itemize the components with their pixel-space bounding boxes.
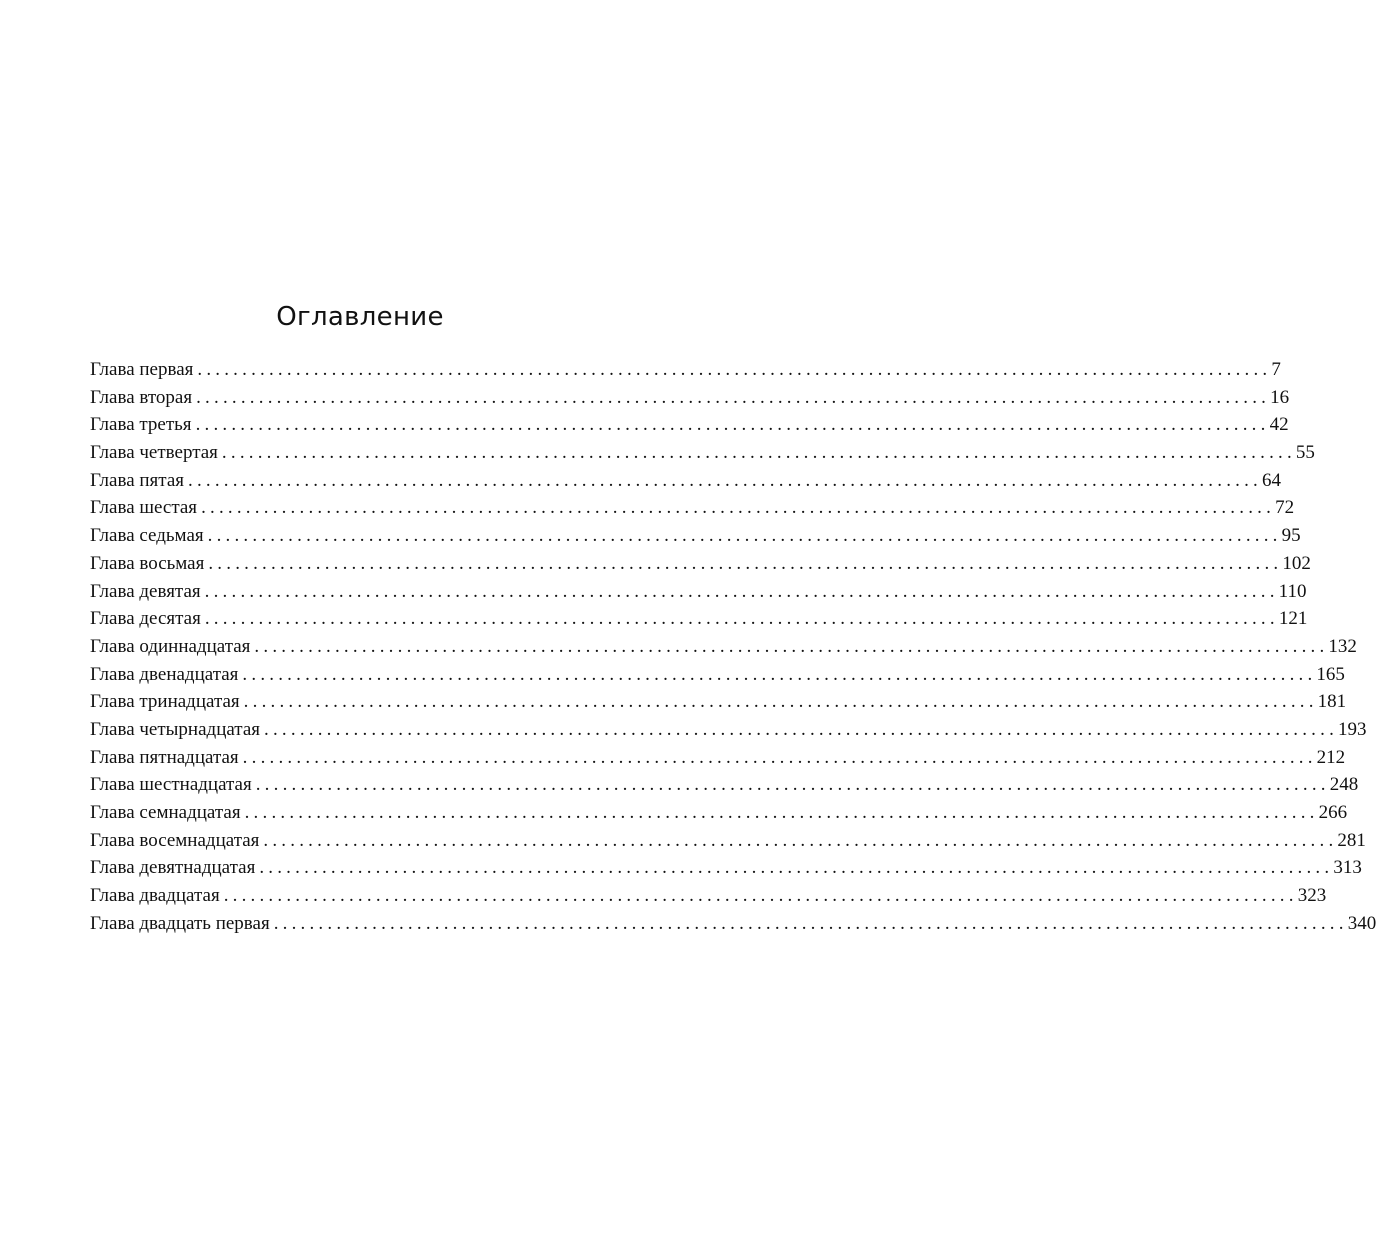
toc-entry-label: Глава двадцать первая (90, 912, 270, 934)
toc-entry-page: 16 (1270, 386, 1290, 408)
toc-entry-page: 55 (1295, 442, 1315, 464)
toc-entry-label: Глава девятая (90, 580, 201, 602)
toc-entry-label: Глава восьмая (90, 552, 205, 574)
toc-entry-page: 165 (1316, 663, 1345, 685)
toc-entry[interactable] (90, 854, 1362, 882)
dot-leader: ........................................................................................................................ (204, 608, 1279, 630)
dot-leader: ........................................................................................................................ (197, 359, 1272, 380)
dot-leader: ........................................................................................................................ (243, 691, 1318, 713)
toc-entry-page: 64 (1262, 469, 1281, 491)
toc-entry-label: Глава одиннадцатая (90, 635, 251, 657)
dot-leader: ........................................................................................................................ (242, 663, 1317, 685)
toc-entry-label: Глава первая (90, 359, 194, 380)
toc-entry[interactable] (90, 688, 1347, 716)
toc-entry[interactable] (90, 467, 1281, 495)
toc-entry[interactable] (90, 661, 1345, 689)
dot-leader: ........................................................................................................................ (273, 912, 1348, 934)
toc-entry[interactable] (90, 550, 1311, 578)
toc-entry-page: 266 (1318, 802, 1348, 823)
toc-entry-page: 110 (1278, 580, 1307, 602)
toc-entry-page: 212 (1316, 746, 1346, 768)
toc-entry-label: Глава пятая (90, 469, 184, 491)
dot-leader: ........................................................................................................................ (223, 885, 1298, 907)
toc-entry[interactable] (90, 827, 1366, 855)
dot-leader: ........................................................................................................................ (254, 635, 1329, 657)
toc-entry-label: Глава шестнадцатая (90, 774, 252, 796)
toc-entry[interactable] (90, 882, 1327, 910)
toc-entry-label: Глава седьмая (90, 525, 204, 547)
page-title: Оглавление (276, 302, 444, 332)
dot-leader: ........................................................................................................................ (204, 580, 1279, 602)
toc-entry-page: 72 (1275, 497, 1295, 519)
toc-entry-label: Глава девятнадцатая (90, 857, 256, 879)
toc-entry-page: 7 (1271, 359, 1281, 380)
dot-leader: ........................................................................................................................ (264, 718, 1339, 740)
toc-entry-page: 95 (1281, 525, 1301, 547)
toc-entry[interactable] (90, 411, 1289, 439)
toc-entry-label: Глава четырнадцатая (90, 718, 261, 740)
toc-entry[interactable] (90, 633, 1357, 661)
toc-entry-page: 340 (1347, 912, 1376, 934)
toc-entry-page: 281 (1337, 829, 1366, 851)
toc-entry[interactable] (90, 356, 1281, 384)
toc-entry[interactable] (90, 771, 1359, 799)
toc-entry-label: Глава шестая (90, 497, 198, 519)
dot-leader: ........................................................................................................................ (255, 774, 1330, 796)
dot-leader: ........................................................................................................................ (188, 469, 1262, 491)
dot-leader: ........................................................................................................................ (196, 386, 1271, 408)
toc-entry-label: Глава двадцатая (90, 885, 220, 907)
toc-entry-page: 323 (1297, 885, 1327, 907)
dot-leader: ........................................................................................................................ (207, 525, 1282, 547)
toc-entry-page: 193 (1338, 718, 1367, 740)
toc-entry[interactable] (90, 522, 1301, 550)
dot-leader: ........................................................................................................................ (221, 442, 1296, 464)
toc-entry-label: Глава пятнадцатая (90, 746, 239, 768)
toc-entry-page: 121 (1278, 608, 1308, 630)
dot-leader: ........................................................................................................................ (201, 497, 1276, 519)
dot-leader: ........................................................................................................................ (244, 802, 1319, 823)
dot-leader: ........................................................................................................................ (208, 552, 1283, 574)
toc-entry-label: Глава двенадцатая (90, 663, 239, 685)
toc-entry[interactable] (90, 439, 1315, 467)
toc-entry[interactable] (90, 744, 1346, 772)
toc-entry-page: 132 (1328, 635, 1357, 657)
toc-entry-label: Глава семнадцатая (90, 802, 241, 823)
dot-leader: ........................................................................................................................ (242, 746, 1317, 768)
dot-leader: ........................................................................................................................ (195, 414, 1270, 436)
toc-entry-page: 181 (1317, 691, 1347, 713)
toc-entry-label: Глава восемнадцатая (90, 829, 260, 851)
toc-entry-label: Глава тринадцатая (90, 691, 240, 713)
toc-entry-page: 248 (1329, 774, 1359, 796)
toc-entry-page: 42 (1269, 414, 1289, 436)
toc-entry[interactable] (90, 799, 1348, 827)
toc-entry-label: Глава четвертая (90, 442, 218, 464)
toc-entry[interactable] (90, 494, 1295, 522)
toc-entry[interactable] (90, 578, 1307, 606)
toc-entry-page: 102 (1282, 552, 1311, 574)
table-of-contents (90, 356, 1376, 937)
dot-leader: ........................................................................................................................ (259, 857, 1334, 879)
toc-entry[interactable] (90, 910, 1376, 938)
toc-entry-label: Глава вторая (90, 386, 193, 408)
toc-entry[interactable] (90, 716, 1367, 744)
toc-entry[interactable] (90, 605, 1308, 633)
toc-entry-label: Глава десятая (90, 608, 201, 630)
toc-entry-label: Глава третья (90, 414, 192, 436)
toc-entry[interactable] (90, 384, 1290, 412)
dot-leader: ........................................................................................................................ (263, 829, 1338, 851)
toc-entry-page: 313 (1333, 857, 1362, 879)
